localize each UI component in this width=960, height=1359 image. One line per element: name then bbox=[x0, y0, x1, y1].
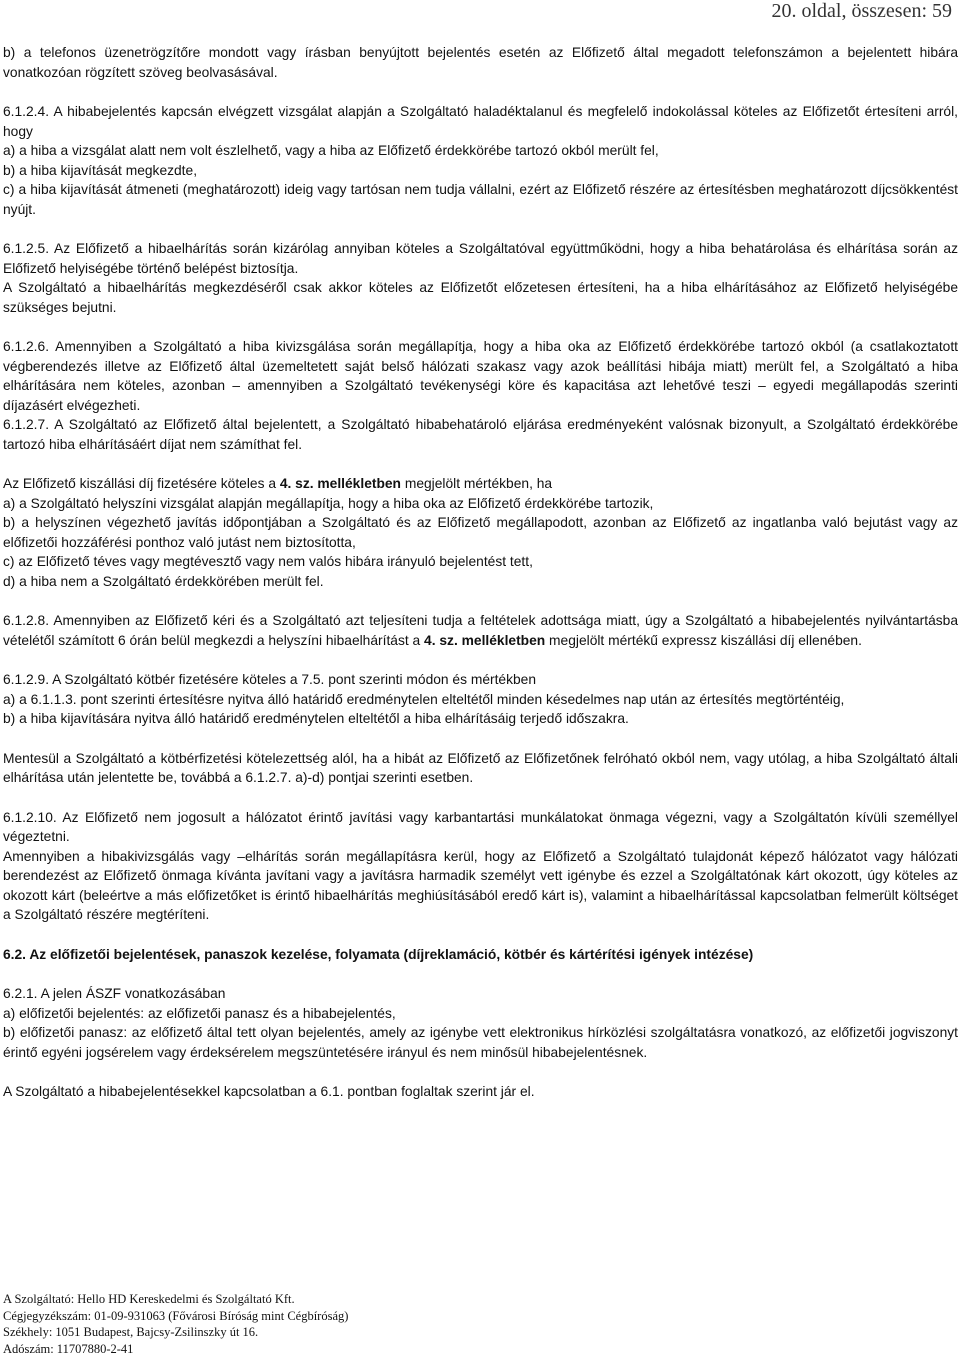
text-line: Amennyiben a hibakivizsgálás vagy –elhárítás során megállapításra kerül, hogy az Előfizető a Szolgáltató tulajdonát képező hálózatot vagy hálózati berendezést az Előfizető önmaga kívánta javítani vagy a javításra harmadik személyt vett igénybe és ezzel a Szolgáltatónak kárt okozott, úgy köteles az okozott kárt (beleértve a más előfizetőket is érintő hibaelhárítás meghiúsításából eredő kárt is), valamint a hibaelhárítással kapcsolatban felmerült költséget a Szolgáltató részére megtéríteni. bbox=[3, 848, 958, 922]
paragraph-6-1-2-6 bbox=[3, 337, 958, 454]
text-line: a) a Szolgáltató helyszíni vizsgálat alapján megállapítja, hogy a hiba oka az Előfizető érdekkörébe tartozik, bbox=[3, 495, 654, 511]
text-line: a) előfizetői bejelentés: az előfizetői panasz és a hibabejelentés, bbox=[3, 1005, 396, 1021]
paragraph-mentesul bbox=[3, 749, 958, 788]
text-line: A Szolgáltató a hibabejelentésekkel kapcsolatban a 6.1. pontban foglaltak szerint jár el. bbox=[3, 1084, 535, 1099]
text-line: 6.1.2.9. A Szolgáltató kötbér fizetésére köteles a 7.5. pont szerinti módon és mértékben bbox=[3, 672, 537, 687]
paragraph-6-2-1 bbox=[3, 984, 958, 1062]
paragraph-6-1-2-10 bbox=[3, 808, 958, 925]
text-line: b) a helyszínen végezhető javítás időpontjában a Szolgáltató és az Előfizető megállapodott, azonban az Előfizető az ingatlanba való bejutást vagy az előfizetői hozzáférési ponthoz való jutást nem biztosította, bbox=[3, 515, 958, 550]
text-line bbox=[3, 611, 958, 650]
text-line: b) a hiba kijavítását megkezdte, bbox=[3, 162, 198, 178]
paragraph-6-1-2-4 bbox=[3, 102, 958, 219]
paragraph-6-1-2-8 bbox=[3, 611, 958, 650]
paragraph-6-1-2-9 bbox=[3, 670, 958, 729]
document-body bbox=[3, 43, 958, 1122]
paragraph-kiszallasi-dij bbox=[3, 474, 958, 591]
text-line: 6.1.2.6. Amennyiben a Szolgáltató a hiba kivizsgálása során megállapítja, hogy a hiba oka az Előfizető érdekkörébe tartozó okból (a csatlakoztatott végberendezés illetve az Előfizető által üzemeltetett saját belső hálózati szakasz vagy azok beállítási hibája miatt) merült fel, a Szolgáltató a hiba elhárítására nem köteles, azonban – amennyiben a Szolgáltató tevékenységi köre és kapacitása azt lehetővé teszi – egyedi megállapodás szerinti díjazásért elvégezheti. bbox=[3, 339, 958, 413]
text-line bbox=[3, 474, 958, 494]
footer-company-name: A Szolgáltató: Hello HD Kereskedelmi és Szolgáltató Kft. bbox=[3, 1292, 295, 1306]
section-heading-6-2 bbox=[3, 945, 958, 965]
text-line: Mentesül a Szolgáltató a kötbérfizetési kötelezettség alól, ha a hibát az Előfizető az Előfizetőnek felróható okból nem, vagy utólag, a hiba Szolgáltató általi elhárítása után jelentette be, továbbá a 6.1.2.7. a)-d) pontjai szerinti esetben. bbox=[3, 750, 958, 785]
text-line: 6.1.2.10. Az Előfizető nem jogosult a hálózatot érintő javítási vagy karbantartási munkálatokat önmaga végezni, vagy a Szolgáltatón kívüli személlyel végeztetni. bbox=[3, 809, 958, 844]
text-line: 6.1.2.4. A hibabejelentés kapcsán elvégzett vizsgálat alapján a Szolgáltató haladéktalanul és megfelelő indokolással köteles az Előfizetőt értesíteni arról, hogy bbox=[3, 104, 958, 139]
annex-reference: 4. sz. mellékletben bbox=[279, 476, 401, 491]
text-line: A Szolgáltató a hibaelhárítás megkezdéséről csak akkor köteles az Előfizetőt előzetesen értesíteni, ha a hiba elhárításához az Előfizető helyiségébe szükséges bejutni. bbox=[3, 280, 958, 315]
company-footer bbox=[3, 1291, 348, 1357]
section-heading: 6.2. Az előfizetői bejelentések, panaszok kezelése, folyamata (díjreklamáció, kötbér és kártérítési igények intézése) bbox=[3, 946, 754, 962]
text-run: 6.1.2.8. Amennyiben az Előfizető kéri és a Szolgáltató azt teljesíteni tudja a feltételek adottsága miatt, úgy a Szolgáltató a hibabejelentés nyilvántartásba vételétől számított 6 órán belül megkezdi a helyszíni hibaelhárítást a bbox=[3, 613, 958, 648]
footer-registry-number: Cégjegyzékszám: 01-09-931063 (Fővárosi Bíróság mint Cégbíróság) bbox=[3, 1308, 349, 1323]
text-line: 6.2.1. A jelen ÁSZF vonatkozásában bbox=[3, 986, 226, 1001]
text-line: a) a 6.1.1.3. pont szerinti értesítésre nyitva álló határidő eredménytelen elteltétől minden késedelmes nap után az értesítés megtörténtéig, bbox=[3, 691, 845, 707]
annex-reference: 4. sz. mellékletben bbox=[424, 632, 546, 648]
paragraph-6-1-2-5 bbox=[3, 239, 958, 317]
footer-tax-number: Adószám: 11707880-2-41 bbox=[3, 1341, 134, 1356]
text-line: d) a hiba nem a Szolgáltató érdekkörében merült fel. bbox=[3, 573, 324, 589]
text-line: 6.1.2.5. Az Előfizető a hibaelhárítás során kizárólag annyiban köteles a Szolgáltatóval együttműködni, hogy a hiba behatárolása és elhárítása során az Előfizető helyiségébe történő belépést biztosítja. bbox=[3, 241, 958, 276]
text-run: Az Előfizető kiszállási díj fizetésére köteles a bbox=[3, 476, 280, 491]
text-line: b) előfizetői panasz: az előfizető által tett olyan bejelentés, amely az igénybe vett elektronikus hírközlési szolgáltatásra vonatkozó, az előfizetői jogviszonyt érintő egyéni jogsérelem vagy érdeksérelem megszüntetésére irányul és nem minősül hibabejelentésnek. bbox=[3, 1025, 958, 1060]
text-line: c) a hiba kijavítását átmeneti (meghatározott) ideig vagy tartósan nem tudja vállalni, ezért az Előfizető részére az értesítésben meghatározott díjcsökkentést nyújt. bbox=[3, 182, 958, 217]
text-line: 6.1.2.7. A Szolgáltató az Előfizető által bejelentett, a Szolgáltató hibabehatároló eljárása eredményeként valósnak bizonyult, a Szolgáltató érdekkörébe tartozó hiba elhárításáért díjat nem számíthat fel. bbox=[3, 417, 958, 452]
text-run: megjelölt mértékben, ha bbox=[401, 476, 553, 491]
text-run: megjelölt mértékű expressz kiszállási díj ellenében. bbox=[545, 632, 862, 648]
page-number-header: 20. oldal, összesen: 59 bbox=[771, 0, 952, 22]
paragraph-b-phone bbox=[3, 43, 958, 82]
text-line: b) a hiba kijavítására nyitva álló határidő eredménytelen elteltétől a hiba elhárításáig terjedő időszakra. bbox=[3, 711, 629, 726]
text-line: a) a hiba a vizsgálat alatt nem volt észlelhető, vagy a hiba az Előfizető érdekkörébe tartozó okból merült fel, bbox=[3, 143, 659, 158]
text-line: c) az Előfizető téves vagy megtévesztő vagy nem valós hibára irányuló bejelentést tett, bbox=[3, 554, 533, 569]
paragraph-closing bbox=[3, 1082, 958, 1102]
footer-address: Székhely: 1051 Budapest, Bajcsy-Zsilinszky út 16. bbox=[3, 1325, 259, 1339]
text-line: b) a telefonos üzenetrögzítőre mondott vagy írásban benyújtott bejelentés esetén az Előfizető által megadott telefonszámon a bejelentett hibára vonatkozóan rögzített szöveg beolvasásával. bbox=[3, 45, 958, 80]
